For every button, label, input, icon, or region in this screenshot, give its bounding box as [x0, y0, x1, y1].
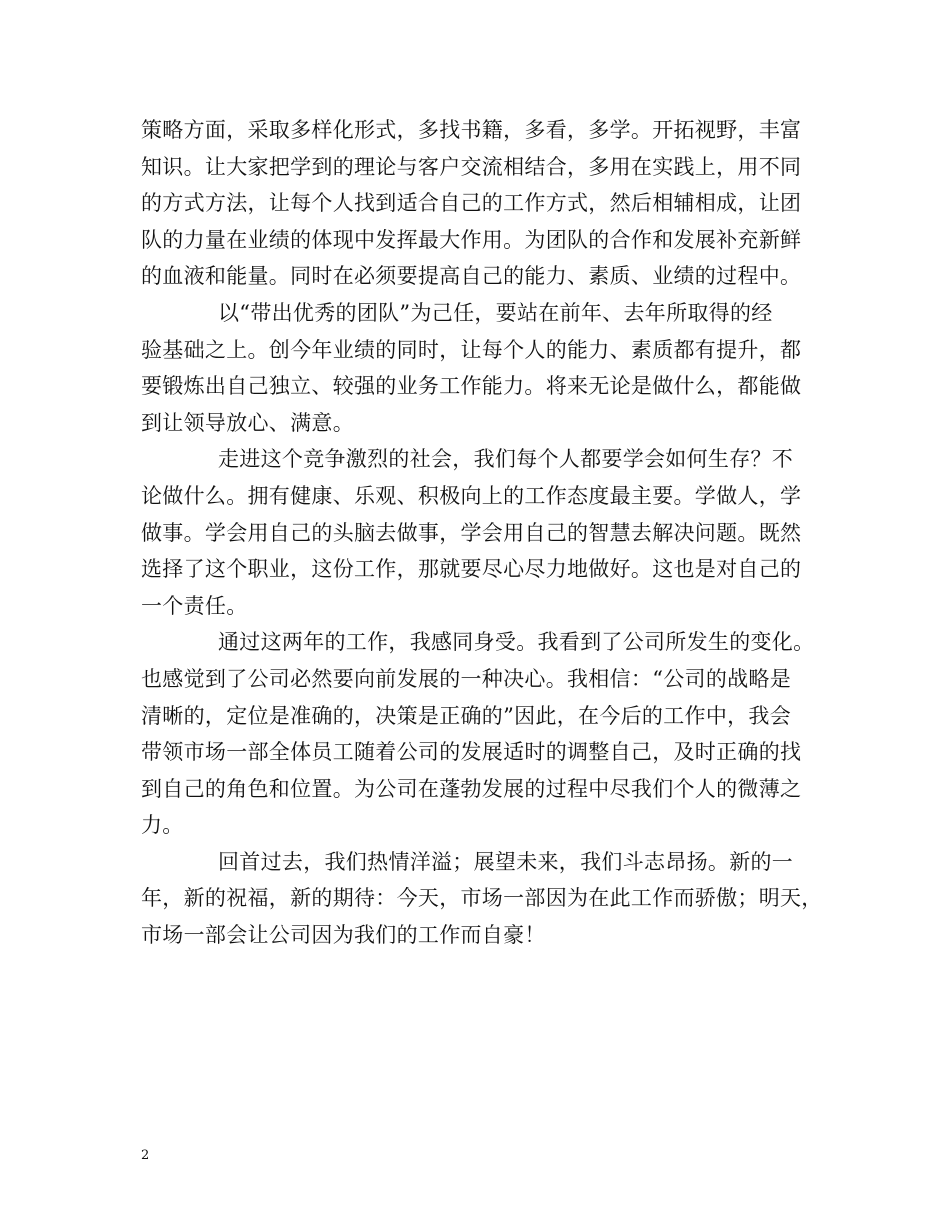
- text-line: 的血液和能量。同时在必须要提高自己的能力、素质、业绩的过程中。: [141, 264, 802, 289]
- text-line: 带领市场一部全体员工随着公司的发展适时的调整自己，及时正确的找: [141, 740, 802, 765]
- text-line: 验基础之上。创今年业绩的同时，让每个人的能力、素质都有提升，都: [141, 337, 802, 362]
- paragraph-first-line: 走进这个竞争激烈的社会，我们每个人都要学会如何生存？不: [218, 447, 794, 472]
- text-line: 队的力量在业绩的体现中发挥最大作用。为团队的合作和发展补充新鲜: [141, 227, 802, 252]
- text-line: 论做什么。拥有健康、乐观、积极向上的工作态度最主要。学做人，学: [141, 483, 802, 508]
- paragraph-first-line: 以“带出优秀的团队”为己任，要站在前年、去年所取得的经: [218, 300, 773, 325]
- text-line: 策略方面，采取多样化形式，多找书籍，多看，多学。开拓视野，丰富: [141, 118, 802, 142]
- text-line: 知识。让大家把学到的理论与客户交流相结合，多用在实践上，用不同: [141, 154, 802, 179]
- text-line: 年，新的祝福，新的期待：今天，市场一部因为在此工作而骄傲；明天，: [141, 886, 823, 911]
- text-line: 要锻炼出自己独立、较强的业务工作能力。将来无论是做什么，都能做: [141, 374, 802, 399]
- text-line: 清晰的，定位是准确的，决策是正确的”因此，在今后的工作中，我会: [141, 703, 792, 728]
- text-line: 也感觉到了公司必然要向前发展的一种决心。我相信：“公司的战略是: [141, 666, 792, 691]
- document-body: [141, 112, 821, 954]
- paragraph-first-line: 回首过去，我们热情洋溢；展望未来，我们斗志昂扬。新的一: [218, 849, 794, 874]
- page-number: 2: [141, 1148, 150, 1163]
- text-line: 到自己的角色和位置。为公司在蓬勃发展的过程中尽我们个人的微薄之: [141, 776, 802, 801]
- text-line: 到让领导放心、满意。: [141, 410, 354, 435]
- text-line: 一个责任。: [141, 593, 248, 618]
- text-line: 做事。学会用自己的头脑去做事，学会用自己的智慧去解决问题。既然: [141, 520, 802, 545]
- text-line: 选择了这个职业，这份工作，那就要尽心尽力地做好。这也是对自己的: [141, 557, 802, 582]
- paragraph-first-line: 通过这两年的工作，我感同身受。我看到了公司所发生的变化。: [218, 630, 815, 655]
- text-line: 的方式方法，让每个人找到适合自己的工作方式，然后相辅相成，让团: [141, 191, 802, 216]
- text-line: 市场一部会让公司因为我们的工作而自豪！: [141, 923, 546, 948]
- text-line: 力。: [141, 813, 184, 838]
